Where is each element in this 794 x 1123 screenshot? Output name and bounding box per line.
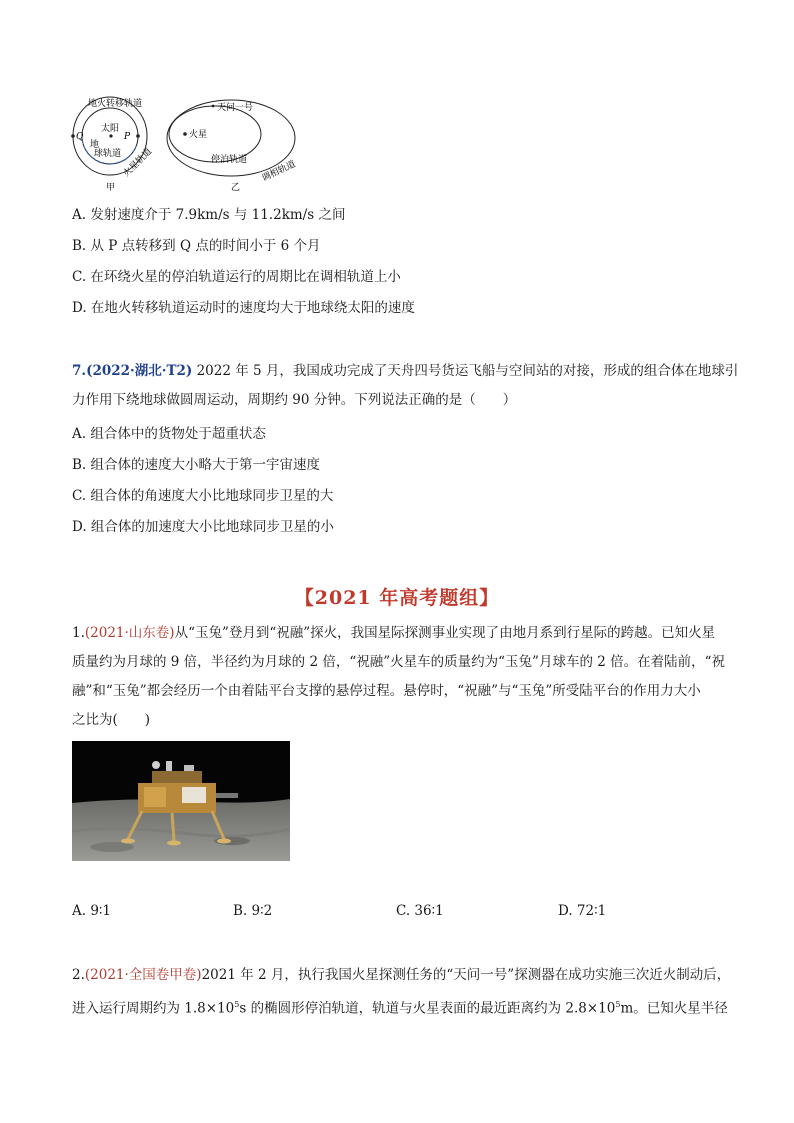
q1-stem [72, 619, 740, 735]
q2-exp2: 5 [615, 1000, 621, 1009]
label-mars: 火星 [189, 130, 208, 140]
q1-option-d: D. 72∶1 [558, 903, 607, 919]
label-earth-mars-transfer: 地火转移轨道 [88, 99, 143, 109]
q6-option-c: C. 在环绕火星的停泊轨道运行的周期比在调相轨道上小 [72, 269, 401, 285]
label-q: Q [76, 132, 84, 142]
label-orbit-left: 地 [90, 140, 100, 150]
label-sun: 太阳 [101, 124, 120, 134]
q2-source: (2021·全国卷甲卷) [84, 967, 202, 983]
q1-number: 1. [72, 625, 85, 641]
q6-option-a: A. 发射速度介于 7.9km/s 与 11.2km/s 之间 [72, 207, 346, 223]
label-mars-orbit: 火星轨道 [121, 146, 155, 180]
lander-photo [72, 741, 290, 861]
q2-stem-line2b: s 的椭圆形停泊轨道，轨道与火星表面的最近距离约为 2.8×10 [239, 1000, 616, 1017]
q1-source: (2021·山东卷) [84, 625, 175, 641]
figure-jia [70, 92, 170, 196]
label-orbit-left2: 球轨道 [94, 149, 122, 159]
q7-option-a: A. 组合体中的货物处于超重状态 [72, 426, 266, 442]
q2-stem [72, 961, 740, 1024]
q2-exp1: 5 [234, 1000, 240, 1009]
q2-stem-line1: 2021 年 2 月，执行我国火星探测任务的“天问一号”探测器在成功实施三次近火制动后， [201, 967, 731, 983]
caption-jia: 甲 [106, 183, 116, 193]
label-tianwen: 天问一号 [217, 103, 254, 113]
caption-yi: 乙 [231, 183, 241, 193]
q1-stem-line3: 融”和“玉兔”都会经历一个由着陆平台支撑的悬停过程。悬停时，“祝融”与“玉兔”所受陆平台的作用力大小 [72, 683, 701, 699]
section-title: 【2021 年高考题组】 [294, 587, 500, 609]
q1-stem-line4: 之比为( ) [72, 712, 151, 728]
q6-option-d: D. 在地火转移轨道运动时的速度均大于地球绕太阳的速度 [72, 300, 415, 316]
q7-option-d: D. 组合体的加速度大小比地球同步卫星的小 [72, 519, 334, 535]
q6-option-b: B. 从 P 点转移到 Q 点的时间小于 6 个月 [72, 238, 321, 254]
q7-source: 7.(2022·湖北·T2) [72, 363, 193, 379]
q1-option-a: A. 9∶1 [72, 903, 112, 919]
label-phasing-orbit: 调相轨道 [260, 159, 298, 184]
q2-stem-line2c: m。已知火星半径 [620, 1000, 728, 1017]
figure-yi [165, 98, 305, 196]
q1-stem-line2: 质量约为月球的 9 倍，半径约为月球的 2 倍，“祝融”火星车的质量约为“玉兔”月球车的 2 倍。在着陆前，“祝 [72, 654, 726, 670]
q1-option-b: B. 9∶2 [233, 903, 273, 919]
q2-stem-line2a: 进入运行周期约为 1.8×10 [72, 1000, 235, 1017]
label-p: P [124, 132, 131, 142]
label-parking-orbit: 停泊轨道 [211, 155, 248, 165]
q2-number: 2. [72, 967, 85, 983]
q1-option-c: C. 36∶1 [396, 903, 444, 919]
q1-stem-line1: 从“玉兔”登月到“祝融”探火，我国星际探测事业实现了由地月系到行星际的跨越。已知火星 [174, 625, 716, 641]
q7-stem [72, 357, 740, 415]
q7-stem-line1: 2022 年 5 月，我国成功完成了天舟四号货运飞船与空间站的对接，形成的组合体在地球引 [192, 363, 739, 379]
q7-option-c: C. 组合体的角速度大小比地球同步卫星的大 [72, 488, 334, 504]
q7-stem-line2: 力作用下绕地球做圆周运动，周期约 90 分钟。下列说法正确的是（ ） [72, 392, 517, 408]
q7-option-b: B. 组合体的速度大小略大于第一宇宙速度 [72, 457, 321, 473]
